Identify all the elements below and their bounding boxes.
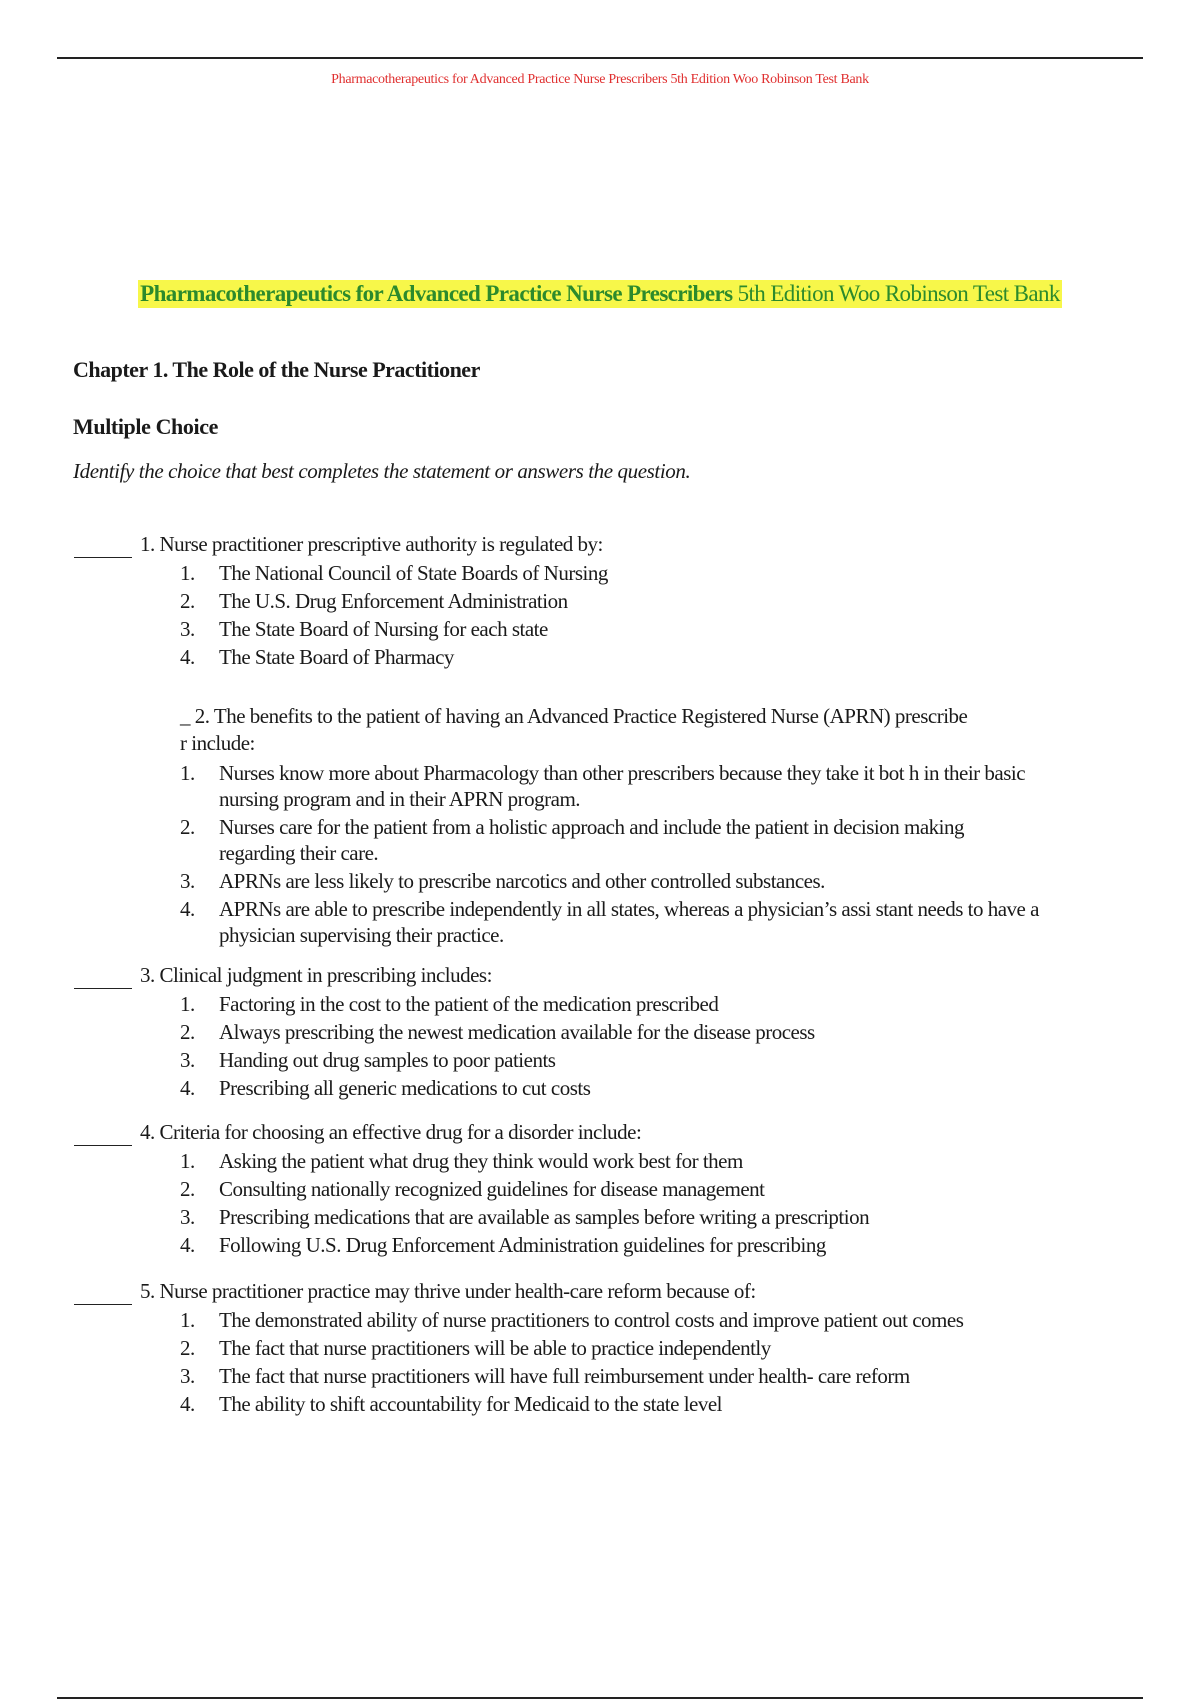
option-text: The fact that nurse practitioners will have full reimbursement under health- care reform bbox=[219, 1364, 910, 1388]
option bbox=[180, 991, 1060, 1017]
option-list bbox=[180, 1307, 1040, 1419]
bottom-rule bbox=[57, 1697, 1143, 1699]
option bbox=[180, 1075, 1060, 1101]
option-text: Always prescribing the newest medication available for the disease process bbox=[219, 1020, 815, 1044]
option bbox=[180, 588, 1060, 614]
option-number: 3. bbox=[180, 869, 195, 893]
option bbox=[180, 868, 1040, 894]
option-number: 2. bbox=[180, 1020, 195, 1044]
option-number: 2. bbox=[180, 589, 195, 613]
option-text: APRNs are less likely to prescribe narcotics and other controlled substances. bbox=[219, 869, 825, 893]
option-text: Prescribing medications that are available as samples before writing a prescription bbox=[219, 1205, 870, 1229]
option bbox=[180, 1176, 1060, 1202]
question-stem-line-2: r include: bbox=[180, 731, 255, 755]
option bbox=[180, 560, 1060, 586]
answer-blank[interactable] bbox=[74, 1304, 132, 1305]
option-text: The U.S. Drug Enforcement Administration bbox=[219, 589, 568, 613]
option-list bbox=[180, 1148, 1060, 1260]
option-number: 1. bbox=[180, 561, 195, 585]
instructions: Identify the choice that best completes the statement or answers the question. bbox=[73, 459, 691, 483]
option-list bbox=[180, 760, 1040, 950]
option-text: Handing out drug samples to poor patients bbox=[219, 1048, 556, 1072]
option-text: Nurses know more about Pharmacology than other prescribers because they take it bot h in their basic nursing program and in their APRN program. bbox=[219, 761, 1026, 811]
option-number: 2. bbox=[180, 815, 195, 839]
question-stem: 5. Nurse practitioner practice may thrive under health-care reform because of: bbox=[140, 1279, 756, 1303]
answer-blank-short[interactable]: _ bbox=[180, 704, 190, 728]
option bbox=[180, 1363, 1040, 1389]
option bbox=[180, 1232, 1060, 1258]
option-number: 1. bbox=[180, 1308, 195, 1332]
answer-blank[interactable] bbox=[74, 557, 132, 558]
option-text: Following U.S. Drug Enforcement Administration guidelines for prescribing bbox=[219, 1233, 826, 1257]
option-number: 3. bbox=[180, 1048, 195, 1072]
option-text: The ability to shift accountability for Medicaid to the state level bbox=[219, 1392, 723, 1416]
option bbox=[180, 896, 1040, 948]
option bbox=[180, 1047, 1060, 1073]
title-banner-bold: Pharmacotherapeutics for Advanced Practice Nurse Prescribers bbox=[140, 281, 733, 306]
option-text: The National Council of State Boards of Nursing bbox=[219, 561, 608, 585]
option-text: APRNs are able to prescribe independently in all states, whereas a physician’s assi stant needs to have a physician supervising their practice. bbox=[219, 897, 1039, 947]
option bbox=[180, 1307, 1040, 1333]
option-number: 3. bbox=[180, 617, 195, 641]
option-number: 4. bbox=[180, 1392, 195, 1416]
option-text: Factoring in the cost to the patient of the medication prescribed bbox=[219, 992, 719, 1016]
option bbox=[180, 1335, 1040, 1361]
question-stem: 4. Criteria for choosing an effective drug for a disorder include: bbox=[140, 1120, 642, 1144]
option-text: Nurses care for the patient from a holistic approach and include the patient in decision making regarding their care. bbox=[219, 815, 964, 865]
option-number: 2. bbox=[180, 1336, 195, 1360]
top-rule bbox=[57, 57, 1143, 59]
option bbox=[180, 1019, 1060, 1045]
option-text: Prescribing all generic medications to cut costs bbox=[219, 1076, 591, 1100]
option bbox=[180, 1148, 1060, 1174]
running-header: Pharmacotherapeutics for Advanced Practice Nurse Prescribers 5th Edition Woo Robinson Test Bank bbox=[331, 72, 869, 87]
option-number: 3. bbox=[180, 1364, 195, 1388]
option-number: 1. bbox=[180, 992, 195, 1016]
title-banner-regular: 5th Edition Woo Robinson Test Bank bbox=[732, 281, 1060, 306]
title-banner bbox=[0, 280, 1200, 308]
option-list bbox=[180, 991, 1060, 1103]
option-number: 4. bbox=[180, 645, 195, 669]
option-number: 3. bbox=[180, 1205, 195, 1229]
question-stem: 1. Nurse practitioner prescriptive authority is regulated by: bbox=[140, 532, 603, 556]
option bbox=[180, 760, 1040, 812]
option-number: 1. bbox=[180, 1149, 195, 1173]
option bbox=[180, 1391, 1040, 1417]
title-banner-text bbox=[138, 280, 1062, 308]
option-number: 2. bbox=[180, 1177, 195, 1201]
option-list bbox=[180, 560, 1060, 672]
answer-blank[interactable] bbox=[74, 988, 132, 989]
option-text: Consulting nationally recognized guidelines for disease management bbox=[219, 1177, 765, 1201]
option-number: 4. bbox=[180, 1233, 195, 1257]
section-title: Multiple Choice bbox=[73, 414, 218, 439]
answer-blank[interactable] bbox=[74, 1145, 132, 1146]
option bbox=[180, 644, 1060, 670]
option-number: 4. bbox=[180, 1076, 195, 1100]
option-number: 1. bbox=[180, 761, 195, 785]
option-number: 4. bbox=[180, 897, 195, 921]
option bbox=[180, 616, 1060, 642]
option-text: The fact that nurse practitioners will be able to practice independently bbox=[219, 1336, 771, 1360]
option-text: The demonstrated ability of nurse practitioners to control costs and improve patient out comes bbox=[219, 1308, 964, 1332]
question-stem: 3. Clinical judgment in prescribing includes: bbox=[140, 963, 492, 987]
option-text: The State Board of Nursing for each state bbox=[219, 617, 548, 641]
option bbox=[180, 814, 1040, 866]
question-stem-text: 2. The benefits to the patient of having an Advanced Practice Registered Nurse (APRN) prescribe bbox=[190, 704, 968, 728]
option-text: The State Board of Pharmacy bbox=[219, 645, 454, 669]
option bbox=[180, 1204, 1060, 1230]
option-text: Asking the patient what drug they think would work best for them bbox=[219, 1149, 743, 1173]
chapter-title: Chapter 1. The Role of the Nurse Practitioner bbox=[73, 357, 480, 382]
question-stem-line-1 bbox=[180, 704, 967, 729]
